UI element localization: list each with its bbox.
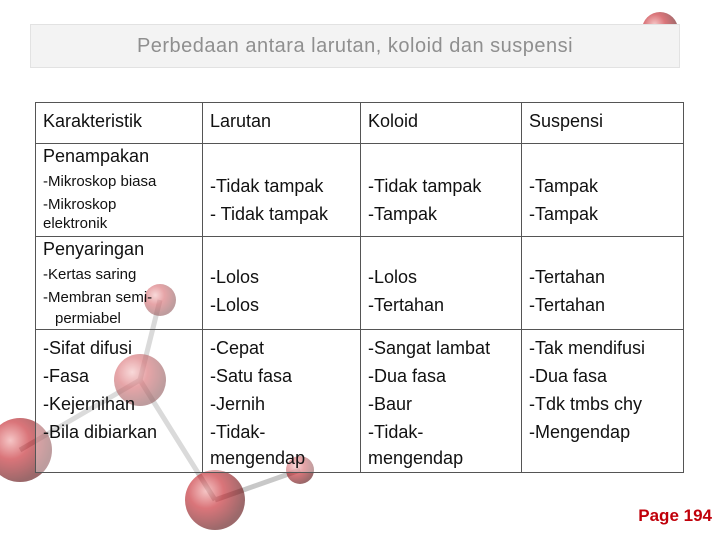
- cell-line: -Jernih: [210, 394, 266, 414]
- table-row-sifat: [36, 330, 684, 473]
- cell-line: -Tampak: [529, 176, 599, 196]
- header-larutan: Larutan: [203, 103, 361, 144]
- cell-line: mengendap: [210, 448, 306, 468]
- criteria-item: -Kejernihan: [43, 394, 136, 414]
- cell-line: -Tertahan: [368, 295, 445, 315]
- criteria-item: -Mikroskop: [43, 196, 117, 213]
- table-header-row: [36, 103, 684, 144]
- criteria-cell: [36, 237, 203, 330]
- criteria-item: -Bila dibiarkan: [43, 422, 158, 442]
- cell-line: -Satu fasa: [210, 366, 293, 386]
- criteria-item: elektronik: [43, 215, 108, 232]
- suspensi-cell: [522, 237, 684, 330]
- section-label: Penampakan: [43, 146, 150, 166]
- header-suspensi: Suspensi: [522, 103, 684, 144]
- criteria-item: -Kertas saring: [43, 266, 137, 283]
- cell-line: -Tak mendifusi: [529, 338, 646, 358]
- cell-line: -Tdk tmbs chy: [529, 394, 643, 414]
- suspensi-cell: [522, 144, 684, 237]
- cell-line: -Tidak-: [210, 422, 266, 442]
- section-label: Penyaringan: [43, 239, 145, 259]
- criteria-item: -Fasa: [43, 366, 90, 386]
- cell-line: -Tertahan: [529, 295, 606, 315]
- cell-line: -Dua fasa: [529, 366, 608, 386]
- criteria-item: permiabel: [55, 310, 121, 327]
- cell-line: -Tidak tampak: [368, 176, 482, 196]
- koloid-cell: [361, 237, 522, 330]
- cell-line: -Lolos: [210, 267, 260, 287]
- header-karakteristik: Karakteristik: [36, 103, 203, 144]
- cell-line: -Tertahan: [529, 267, 606, 287]
- criteria-item: -Sifat difusi: [43, 338, 133, 358]
- cell-line: -Tidak tampak: [210, 176, 324, 196]
- table-row-penyaringan: [36, 237, 684, 330]
- cell-line: -Dua fasa: [368, 366, 447, 386]
- criteria-item: -Membran semi-: [43, 289, 153, 306]
- comparison-table: [35, 102, 684, 473]
- cell-line: -Baur: [368, 394, 413, 414]
- larutan-cell: [203, 144, 361, 237]
- cell-line: -Sangat lambat: [368, 338, 491, 358]
- criteria-cell: [36, 144, 203, 237]
- cell-line: -Cepat: [210, 338, 265, 358]
- page-number: Page 194: [638, 506, 712, 525]
- koloid-cell: [361, 330, 522, 473]
- slide-title-text: Perbedaan antara larutan, koloid dan suspensi: [136, 34, 574, 57]
- cell-line: -Lolos: [368, 267, 418, 287]
- cell-line: -Tampak: [529, 204, 599, 224]
- cell-line: mengendap: [368, 448, 464, 468]
- suspensi-cell: [522, 330, 684, 473]
- cell-line: - Tidak tampak: [210, 204, 329, 224]
- criteria-cell: [36, 330, 203, 473]
- larutan-cell: [203, 237, 361, 330]
- larutan-cell: [203, 330, 361, 473]
- cell-line: -Tampak: [368, 204, 438, 224]
- cell-line: -Lolos: [210, 295, 260, 315]
- header-koloid: Koloid: [361, 103, 522, 144]
- cell-line: -Mengendap: [529, 422, 631, 442]
- criteria-item: -Mikroskop biasa: [43, 173, 157, 190]
- koloid-cell: [361, 144, 522, 237]
- slide-title: [30, 24, 680, 68]
- table-row-penampakan: [36, 144, 684, 237]
- cell-line: -Tidak-: [368, 422, 424, 442]
